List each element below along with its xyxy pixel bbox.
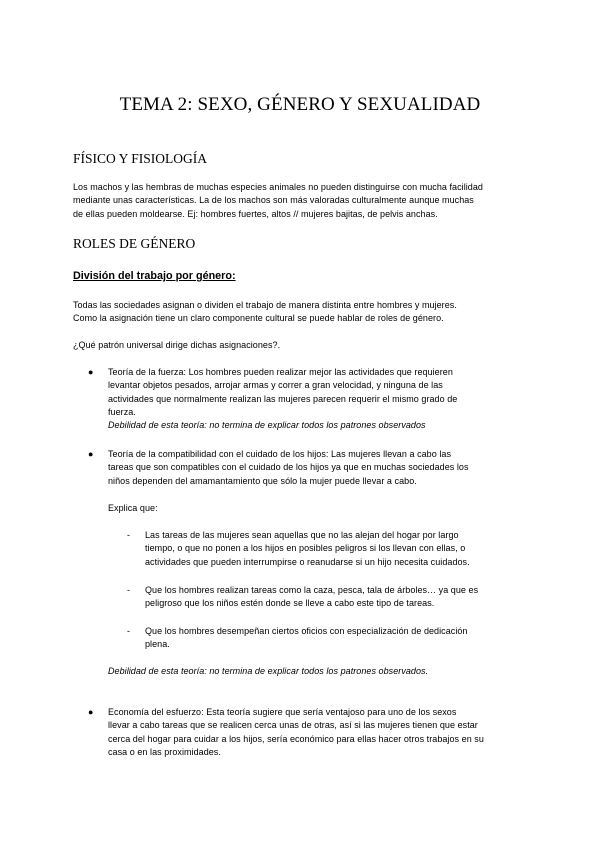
text-line: mediante unas características. La de los machos son más valoradas culturalmente aunque muchas	[73, 195, 474, 206]
paragraph-fisico	[73, 181, 533, 221]
question-line: ¿Qué patrón universal dirige dichas asignaciones?.	[73, 340, 281, 350]
sub-item	[145, 625, 467, 652]
text-line: de ellas pueden moldearse. Ej: hombres fuertes, altos // mujeres bajitas, de pelvis anchas.	[73, 208, 438, 219]
theory-fuerza	[108, 366, 457, 432]
bullet-icon: ●	[88, 367, 94, 377]
text-line: actividades que pueden interrumpirse o reanudarse si un hijo necesita cuidados.	[145, 556, 470, 567]
dash-icon: -	[127, 585, 130, 595]
sub-item	[145, 584, 478, 611]
dash-icon: -	[127, 626, 130, 636]
text-line: fuerza.	[108, 406, 136, 417]
weakness-note: Debilidad de esta teoría: no termina de explicar todos los patrones observados	[108, 420, 426, 431]
text-line: Las tareas de las mujeres sean aquellas que no las alejan del hogar por largo	[145, 530, 459, 540]
sub-item	[145, 529, 470, 569]
section-heading-roles: ROLES DE GÉNERO	[73, 236, 196, 251]
text-line: Que los hombres desempeñan ciertos oficios con especialización de dedicación	[145, 626, 468, 636]
text-line: peligroso que los niños estén donde se lleve a cabo este tipo de tareas.	[145, 598, 435, 609]
text-line: cerca del hogar para cuidar a los hijos, sería económico para ellas hacer otros trabajos en su	[108, 733, 484, 744]
page-title: TEMA 2: SEXO, GÉNERO Y SEXUALIDAD	[119, 94, 481, 115]
bullet-icon: ●	[88, 449, 94, 459]
theory-economia	[108, 706, 484, 759]
text-line: Teoría de la fuerza: Los hombres pueden realizar mejor las actividades que requieren	[108, 367, 453, 377]
text-line: tiempo, o que no ponen a los hijos en posibles peligros si los llevan con ellas, o	[145, 543, 466, 554]
text-line: Teoría de la compatibilidad con el cuidado de los hijos: Las mujeres llevan a cabo las	[108, 449, 451, 459]
text-line: actividades que normalmente realizan las mujeres parecen requerir el mismo grado de	[108, 393, 458, 404]
text-line: niños dependen del amamantamiento que sólo la mujer puede llevar a cabo.	[108, 475, 417, 486]
text-line: Que los hombres realizan tareas como la caza, pesca, tala de árboles… ya que es	[145, 585, 479, 595]
theory-compatibilidad	[108, 448, 469, 488]
text-line: levantar objetos pesados, arrojar armas y correr a gran velocidad, y ninguna de las	[108, 380, 443, 391]
section-heading-fisico: FÍSICO Y FISIOLOGÍA	[73, 151, 208, 166]
text-line: tareas que son compatibles con el cuidado de los hijos ya que en muchas sociedades los	[108, 462, 469, 473]
text-line: plena.	[145, 639, 170, 650]
bullet-icon: ●	[88, 707, 94, 717]
text-line: Economía del esfuerzo: Esta teoría sugiere que sería ventajoso para uno de los sexos	[108, 707, 457, 717]
text-line: Como la asignación tiene un claro componente cultural se puede hablar de roles de género.	[73, 313, 444, 324]
text-line: llevar a cabo tareas que se realicen cerca unas de otras, así si las mujeres tienen que estar	[108, 720, 478, 731]
explains-label: Explica que:	[108, 503, 158, 513]
text-line: Los machos y las hembras de muchas especies animales no pueden distinguirse con mucha facilidad	[73, 182, 483, 192]
text-line: Todas las sociedades asignan o dividen el trabajo de manera distinta entre hombres y mujeres.	[73, 300, 457, 310]
weakness-note: Debilidad de esta teoría: no termina de explicar todos los patrones observados.	[108, 666, 429, 676]
paragraph-intro	[73, 299, 533, 326]
dash-icon: -	[127, 530, 130, 540]
text-line: casa o en las proximidades.	[108, 746, 221, 757]
subheading-division: División del trabajo por género:	[73, 270, 236, 282]
